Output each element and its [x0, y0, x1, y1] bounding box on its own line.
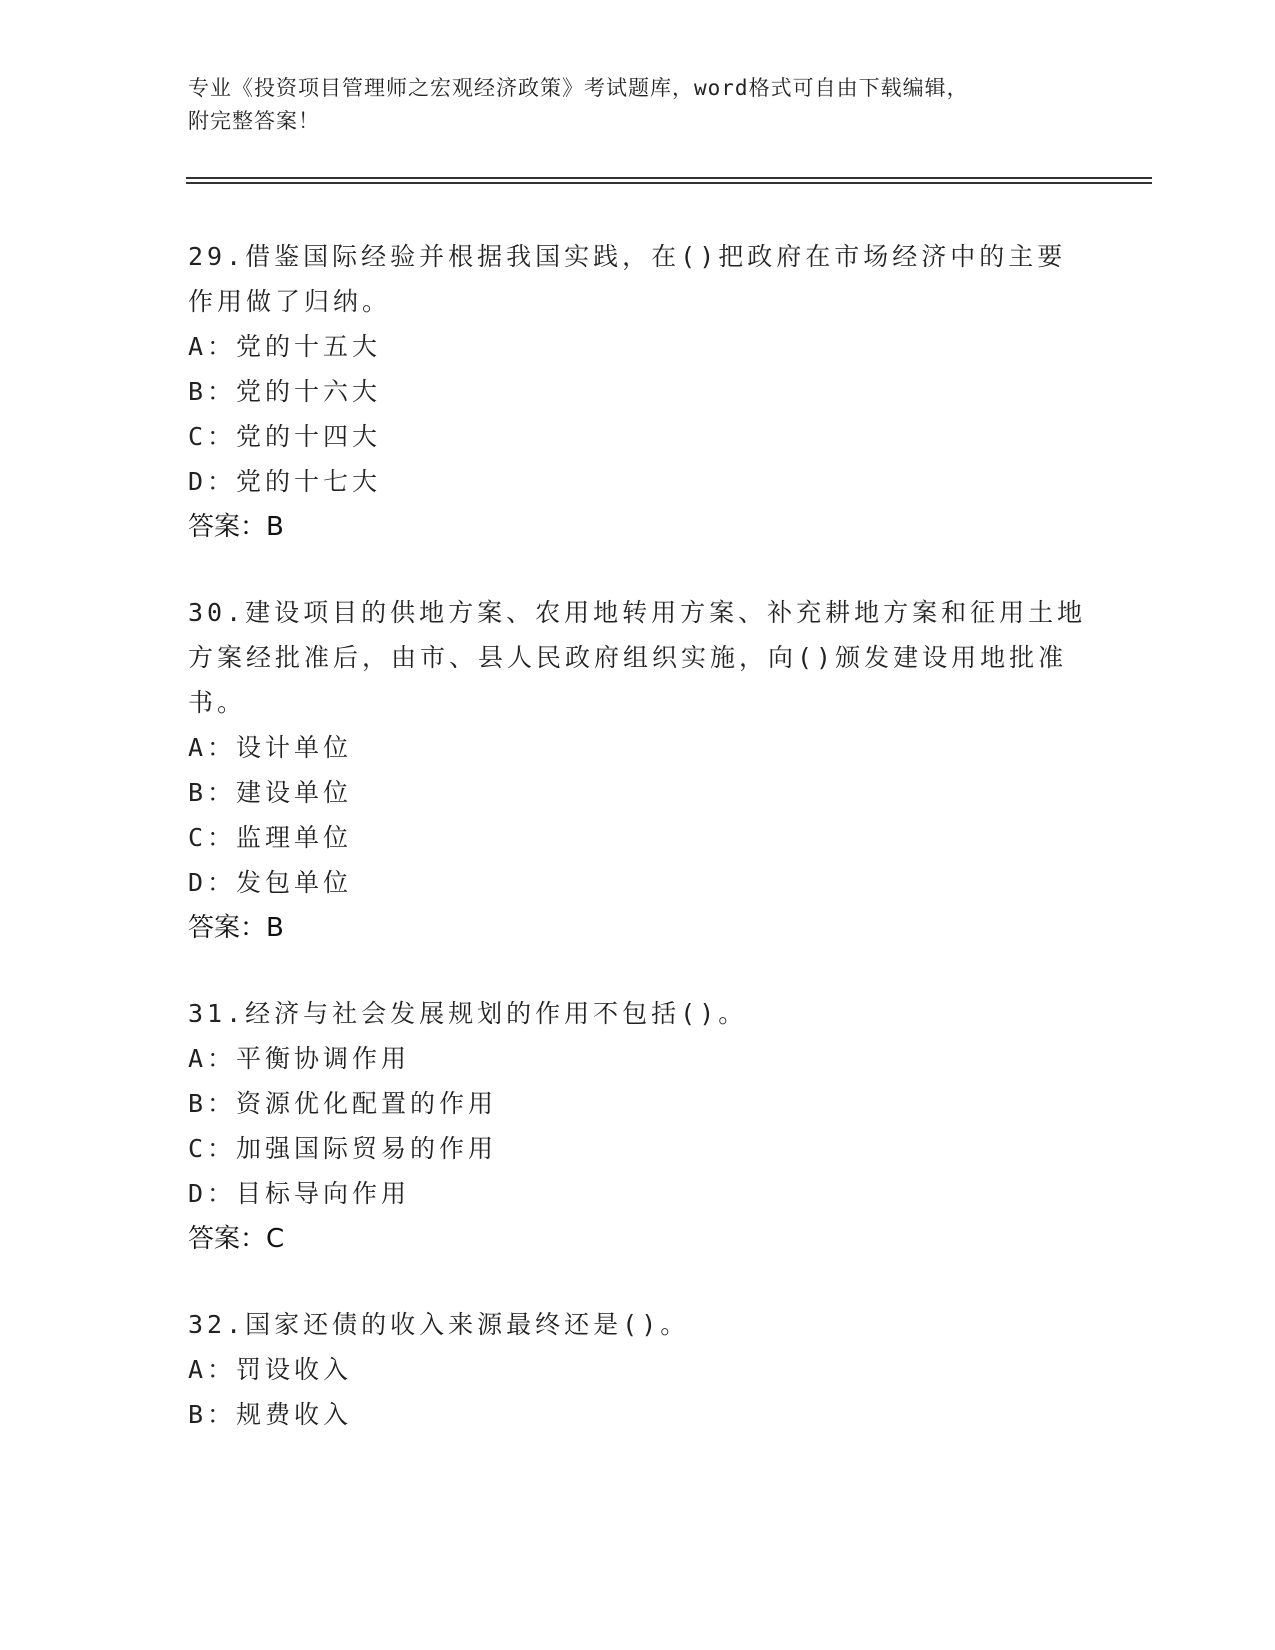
option-d: D：发包单位: [188, 868, 353, 897]
option-a: A：罚设收入: [188, 1355, 353, 1384]
option-a: A：设计单位: [188, 733, 353, 762]
header-divider-top: [186, 177, 1152, 179]
option-b: B：资源优化配置的作用: [188, 1089, 498, 1118]
option-b: B：规费收入: [188, 1400, 353, 1429]
option-d: D：目标导向作用: [188, 1179, 411, 1208]
question-31: [188, 991, 1088, 1262]
header-line-1: 专业《投资项目管理师之宏观经济政策》考试题库，word格式可自由下载编辑，: [188, 76, 969, 100]
header-line-2: 附完整答案！: [188, 109, 320, 133]
question-stem: 31.经济与社会发展规划的作用不包括()。: [188, 999, 748, 1028]
question-stem: 30.建设项目的供地方案、农用地转用方案、补充耕地方案和征用土地方案经批准后，由市、县人民政府组织实施，向()颁发建设用地批准书。: [188, 598, 1087, 717]
question-30: [188, 590, 1088, 951]
header-divider-bottom: [186, 182, 1152, 184]
option-c: C：党的十四大: [188, 422, 382, 451]
question-29: [188, 234, 1088, 550]
question-stem: 29.借鉴国际经验并根据我国实践，在()把政府在市场经济中的主要作用做了归纳。: [188, 242, 1067, 316]
option-a: A：平衡协调作用: [188, 1044, 411, 1073]
option-b: B：建设单位: [188, 778, 353, 807]
option-c: C：加强国际贸易的作用: [188, 1134, 498, 1163]
question-list: [188, 234, 1088, 1477]
option-c: C：监理单位: [188, 823, 353, 852]
option-b: B：党的十六大: [188, 377, 382, 406]
option-a: A：党的十五大: [188, 332, 382, 361]
answer-label: 答案：B: [188, 512, 284, 542]
answer-label: 答案：B: [188, 913, 284, 943]
option-d: D：党的十七大: [188, 467, 382, 496]
question-32: [188, 1302, 1088, 1437]
answer-label: 答案：C: [188, 1224, 285, 1254]
question-stem: 32.国家还债的收入来源最终还是()。: [188, 1310, 690, 1339]
document-header: [188, 72, 1088, 138]
